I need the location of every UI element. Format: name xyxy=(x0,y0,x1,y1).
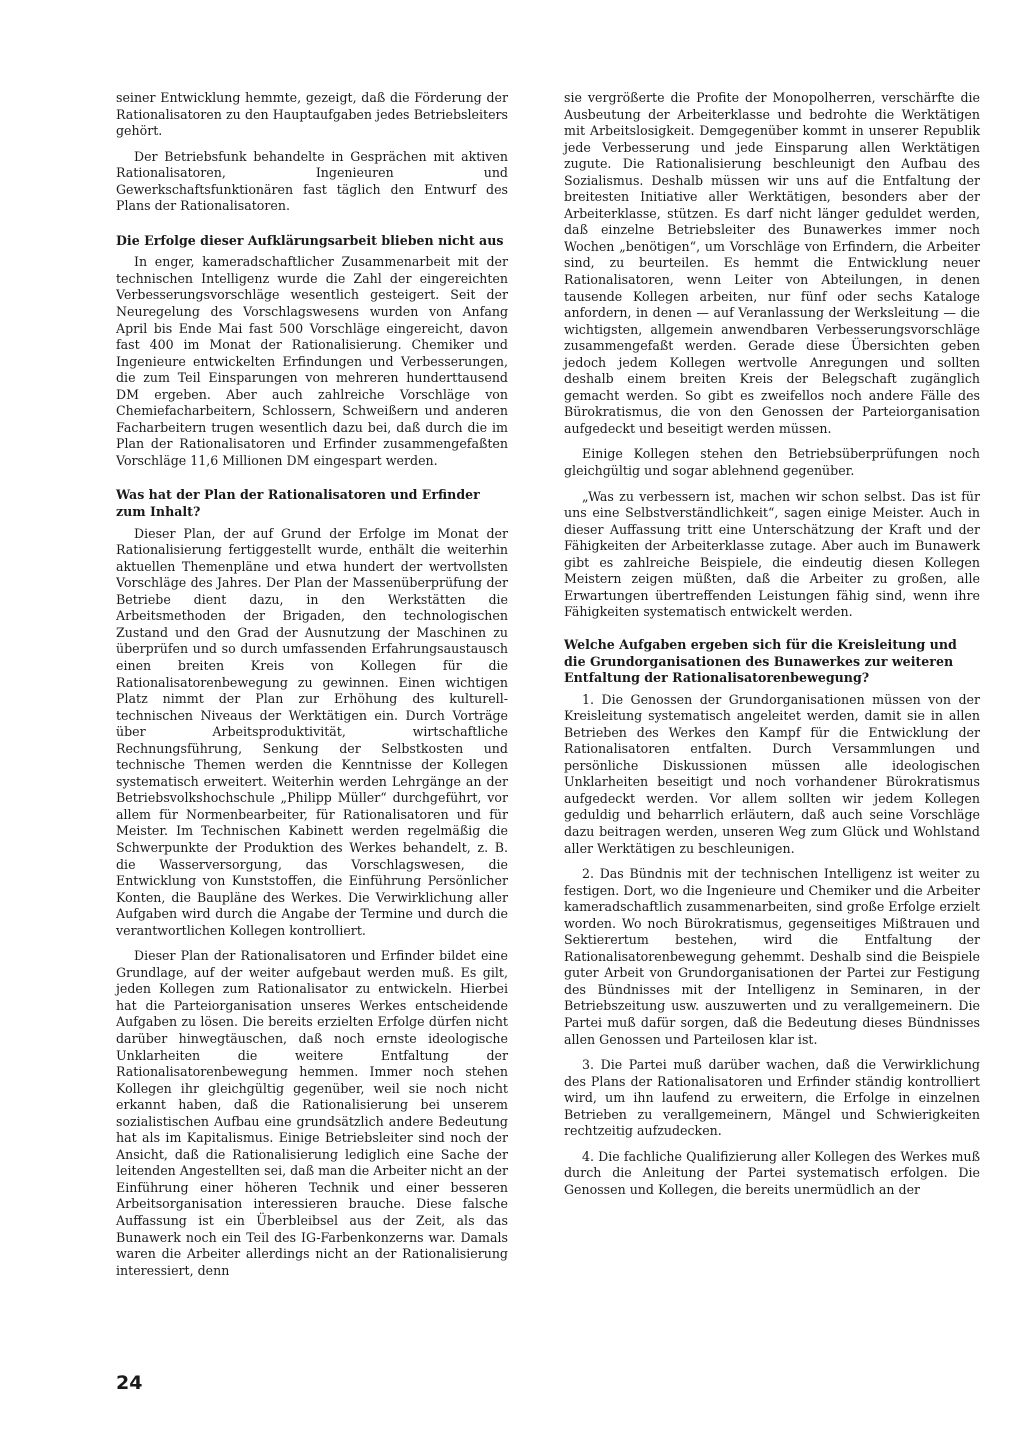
paragraph: Einige Kollegen stehen den Betriebsüberprüfungen noch gleichgültig und sogar ablehnend gegenüber. xyxy=(564,446,980,479)
paragraph: Dieser Plan, der auf Grund der Erfolge im Monat der Rationalisierung fertiggestellt wurde, enthält die weiterhin aktuellen Themenpläne und etwa hundert der wertvollsten Vorschläge des Jahres. Der Plan der Massenüberprüfung der Betriebe dient dazu, in den Werkstätten die Arbeitsmethoden der Brigaden, den technologischen Zustand und den Grad der Ausnutzung der Maschinen zu überprüfen und so durch umfassenden Erfahrungsaustausch einen breiten Kreis von Kollegen für die Rationalisatorenbewegung zu gewinnen. Einen wichtigen Platz nimmt der Plan zur Erhöhung des kulturell-technischen Niveaus der Werktätigen ein. Durch Vorträge über Arbeitsproduktivität, wirtschaftliche Rechnungsführung, Senkung der Selbstkosten und technische Themen werden die Kenntnisse der Kollegen systematisch erweitert. Weiterhin werden Lehrgänge an der Betriebsvolkshochschule „Philipp Müller“ durchgeführt, vor allem für Normenbearbeiter, für Rationalisatoren und für Meister. Im Technischen Kabinett werden regelmäßig die Schwerpunkte der Produktion des Werkes behandelt, z. B. die Wasserversorgung, das Vorschlagswesen, die Entwicklung von Kunststoffen, die Einführung Persönlicher Konten, die Baupläne des Werkes. Die Verwirklichung aller Aufgaben wird durch die Angabe der Termine und durch die verantwortlichen Kollegen kontrolliert. xyxy=(116,525,508,938)
page-number: 24 xyxy=(116,1372,143,1394)
paragraph: 4. Die fachliche Qualifizierung aller Kollegen des Werkes muß durch die Anleitung der Partei systematisch erfolgen. Die Genossen und Kollegen, die bereits unermüdlich an der xyxy=(564,1148,980,1197)
paragraph: In enger, kameradschaftlicher Zusammenarbeit mit der technischen Intelligenz wurde die Zahl der eingereichten Verbesserungsvorschläge wesentlich gesteigert. Seit der Neuregelung des Vorschlagswesens wurden von Anfang April bis Ende Mai fast 500 Vorschläge eingereicht, davon fast 400 im Monat der Rationalisierung. Chemiker und Ingenieure entwickelten Erfindungen und Verbesserungen, die zum Teil Einsparungen von mehreren hunderttausend DM ergeben. Aber auch zahlreiche Vorschläge von Chemiefacharbeitern, Schlossern, Schweißern und anderen Facharbeitern trugen wesentlich dazu bei, daß durch die im Plan der Rationalisatoren und Erfinder zusammengefaßten Vorschläge 11,6 Millionen DM eingespart werden. xyxy=(116,254,508,468)
paragraph: 1. Die Genossen der Grundorganisationen müssen von der Kreisleitung systematisch angeleitet werden, damit sie in allen Betrieben des Werkes den Kampf für die Entwicklung der Rationalisatoren entfalten. Durch Versammlungen und persönliche Diskussionen müssen alle ideologischen Unklarheiten beseitigt und noch vorhandener Bürokratismus aufgedeckt werden. Vor allem sollten wir jedem Kollegen geduldig und beharrlich erläutern, daß auch seine Vorschläge dazu beitragen werden, unseren Weg zum Glück und Wohlstand aller Werktätigen zu beschleunigen. xyxy=(564,691,980,856)
paragraph: sie vergrößerte die Profite der Monopolherren, verschärfte die Ausbeutung der Arbeiterklasse und bedrohte die Werktätigen mit Arbeitslosigkeit. Demgegenüber kommt in unserer Republik jede Verbesserung und jede Einsparung allen Werktätigen zugute. Die Rationalisierung beschleunigt den Aufbau des Sozialismus. Deshalb müssen wir uns auf die Entfaltung der breitesten Initiative aller Werktätigen, besonders aber der Arbeiterklasse, stützen. Es darf nicht länger geduldet werden, daß einzelne Betriebsleiter des Bunawerkes immer noch Wochen „benötigen“, um Vorschläge von Erfindern, die Arbeiter sind, zu beurteilen. Es hemmt die Entwicklung neuer Rationalisatoren, wenn Leiter von Abteilungen, in denen tausende Kollegen arbeiten, nur fünf oder sechs Kataloge anfordern, in denen — auf Veranlassung der Werksleitung — die wichtigsten, allgemein anwendbaren Verbesserungsvorschläge zusammengefaßt werden. Gerade diese Übersichten geben jedoch jedem Kollegen wertvolle Anregungen und sollten deshalb einem breiten Kreis der Belegschaft zugänglich gemacht werden. So gibt es zweifellos noch andere Fälle des Bürokratismus, die von den Genossen der Parteiorganisation aufgedeckt und beseitigt werden müssen. xyxy=(564,90,980,436)
paragraph: seiner Entwicklung hemmte, gezeigt, daß die Förderung der Rationalisatoren zu den Hauptaufgaben jedes Betriebsleiters gehört. xyxy=(116,90,508,139)
section-heading: Die Erfolge dieser Aufklärungsarbeit blieben nicht aus xyxy=(116,232,504,248)
right-column xyxy=(564,90,980,1207)
section-heading: Was hat der Plan der Rationalisatoren und Erfinder zum Inhalt? xyxy=(116,487,480,520)
paragraph: „Was zu verbessern ist, machen wir schon selbst. Das ist für uns eine Selbstverständlichkeit“, sagen einige Meister. Auch in dieser Auffassung tritt eine Unterschätzung der Kraft und der Fähigkeiten der Arbeiterklasse zutage. Aber auch im Bunawerk gibt es zahlreiche Beispiele, die eindeutig diesen Kollegen Meistern zeigen müßten, daß die Arbeiter zu großen, alle Erwartungen übertreffenden Leistungen fähig sind, wenn ihre Fähigkeiten systematisch entwickelt werden. xyxy=(564,488,980,620)
left-column xyxy=(116,90,508,1288)
section-heading: Welche Aufgaben ergeben sich für die Kreisleitung und die Grundorganisationen des Bunawerkes zur weiteren Entfaltung der Rationalisatorenbewegung? xyxy=(564,636,957,686)
paragraph: 3. Die Partei muß darüber wachen, daß die Verwirklichung des Plans der Rationalisatoren und Erfinder ständig kontrolliert wird, um ihn laufend zu erweitern, die Erfolge in einzelnen Betrieben zu verallgemeinern, Mängel und Schwierigkeiten rechtzeitig aufzudecken. xyxy=(564,1057,980,1139)
paragraph: 2. Das Bündnis mit der technischen Intelligenz ist weiter zu festigen. Dort, wo die Ingenieure und Chemiker und die Arbeiter kameradschaftlich zusammenarbeiten, sind große Erfolge erzielt worden. Wo noch Bürokratismus, gegenseitiges Mißtrauen und Sektierertum bestehen, wird die Entfaltung der Rationalisatorenbewegung gehemmt. Deshalb sind die Beispiele guter Arbeit von Grundorganisationen der Partei zur Festigung des Bündnisses mit der Intelligenz in Seminaren, in der Betriebszeitung usw. auszuwerten und zu verallgemeinern. Die Partei muß dafür sorgen, daß die Bedeutung dieses Bündnisses allen Genossen und Parteilosen klar ist. xyxy=(564,866,980,1047)
paragraph: Dieser Plan der Rationalisatoren und Erfinder bildet eine Grundlage, auf der weiter aufgebaut werden muß. Es gilt, jeden Kollegen zum Rationalisator zu entwickeln. Hierbei hat die Parteiorganisation unseres Werkes entscheidende Aufgaben zu lösen. Die bereits erzielten Erfolge dürfen nicht darüber hinwegtäuschen, daß noch ernste ideologische Unklarheiten die weitere Entfaltung der Rationalisatorenbewegung hemmen. Immer noch stehen Kollegen ihr gleichgültig gegenüber, weil sie noch nicht erkannt haben, daß die Rationalisierung bei unserem sozialistischen Aufbau eine grundsätzlich andere Bedeutung hat als im Kapitalismus. Einige Betriebsleiter sind noch der Ansicht, daß die Rationalisierung lediglich eine Sache der leitenden Angestellten sei, daß man die Arbeiter nicht an der Einführung einer höheren Technik und einer besseren Arbeitsorganisation interessieren brauche. Diese falsche Auffassung ist ein Überbleibsel aus der Zeit, als das Bunawerk noch ein Teil des IG-Farbenkonzerns war. Damals waren die Arbeiter allerdings nicht an der Rationalisierung interessiert, denn xyxy=(116,948,508,1278)
paragraph: Der Betriebsfunk behandelte in Gesprächen mit aktiven Rationalisatoren, Ingenieuren und Gewerkschaftsfunktionären fast täglich den Entwurf des Plans der Rationalisatoren. xyxy=(116,148,508,214)
